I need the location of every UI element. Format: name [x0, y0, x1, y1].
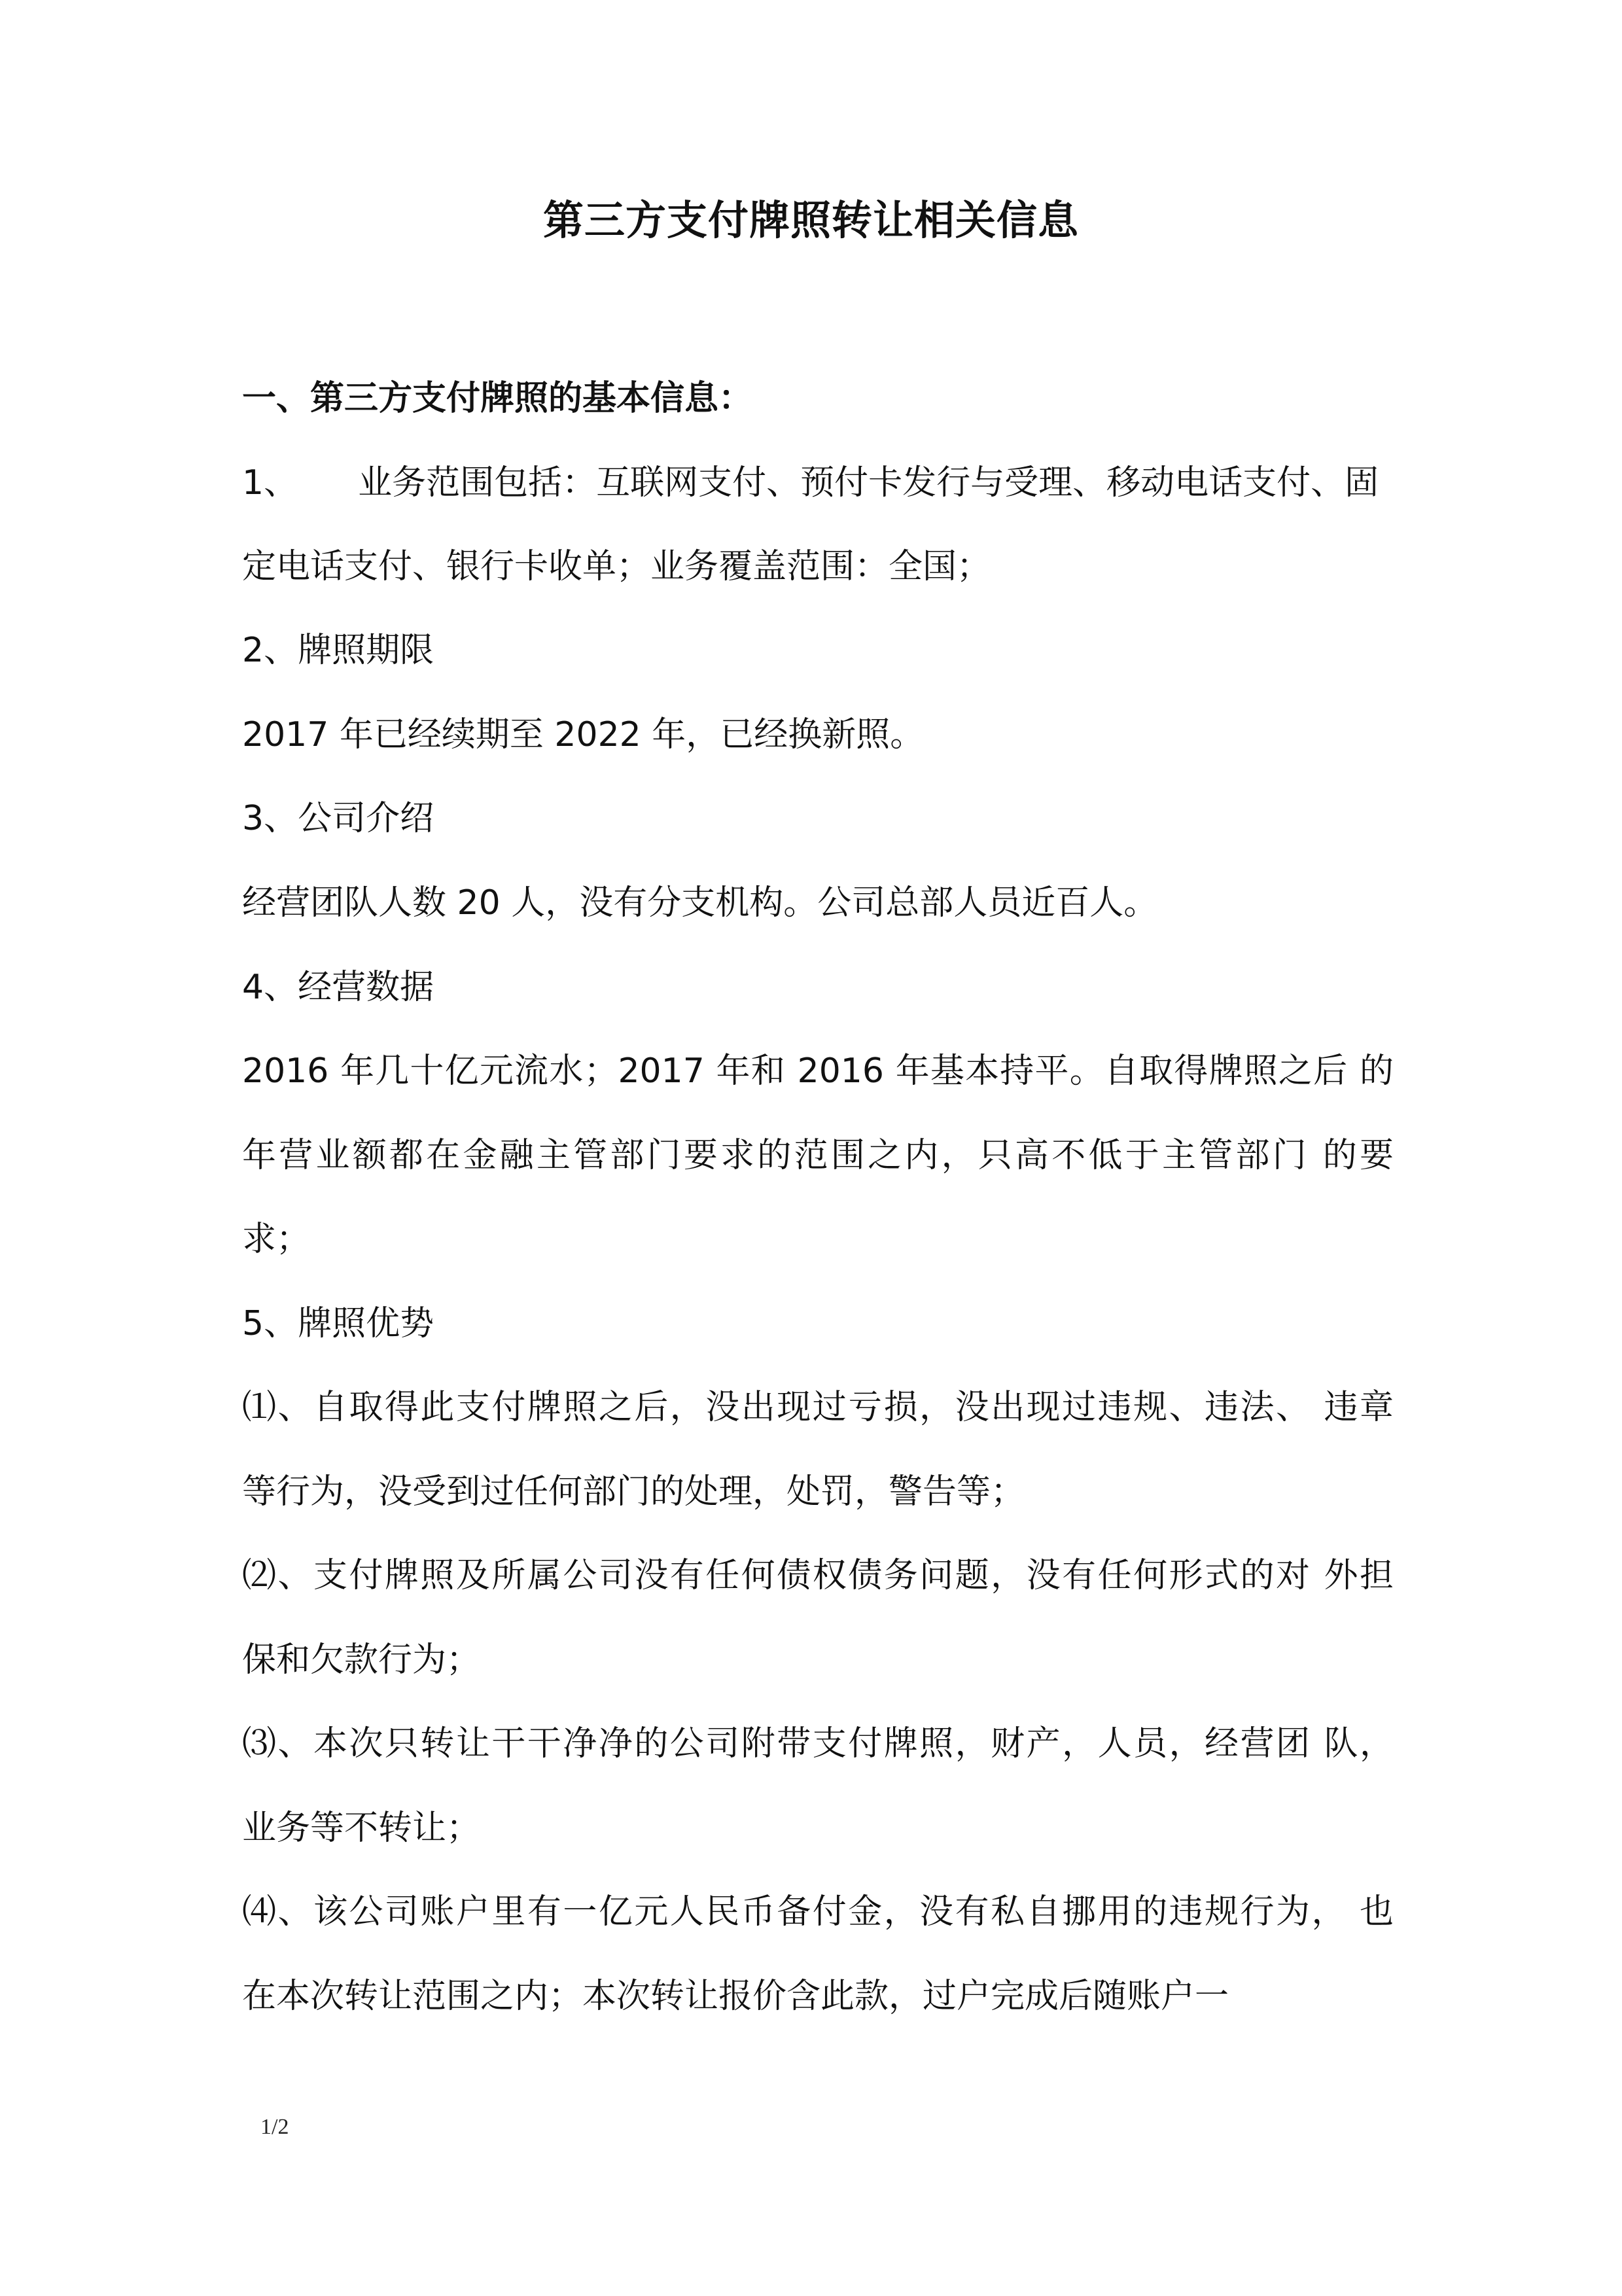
list-item-1-line-1: [242, 463, 1394, 503]
advantage-4-line-2: 在本次转让范围之内；本次转让报价含此款，过户完成后随账户一: [242, 1977, 1229, 2016]
section-heading: 一、第三方支付牌照的基本信息：: [242, 379, 753, 418]
paragraph-operating-data-line-3: 求；: [242, 1220, 311, 1259]
subheading-license-advantages: 5、牌照优势: [242, 1304, 434, 1343]
paragraph-company-intro: 经营团队人数 20 人，没有分支机构。公司总部人员近百人。: [242, 883, 1158, 923]
advantage-2-line-1: ⑵、支付牌照及所属公司没有任何债权债务问题，没有任何形式的对 外担: [242, 1556, 1394, 1595]
subheading-company-intro: 3、公司介绍: [242, 799, 434, 838]
paragraph-license-term: 2017 年已经续期至 2022 年，已经换新照。: [242, 715, 925, 754]
advantage-2-line-2: 保和欠款行为；: [242, 1640, 481, 1680]
document-title: 第三方支付牌照转让相关信息: [542, 196, 1079, 244]
list-item-text: 业务范围包括：互联网支付、预付卡发行与受理、移动电话支付、固: [358, 463, 1379, 503]
advantage-1-line-1: ⑴、自取得此支付牌照之后，没出现过亏损，没出现过违规、违法、 违章: [242, 1388, 1394, 1427]
advantage-4-line-1: ⑷、该公司账户里有一亿元人民币备付金，没有私自挪用的违规行为， 也: [242, 1892, 1394, 1932]
advantage-3-line-2: 业务等不转让；: [242, 1809, 481, 1848]
paragraph-operating-data-line-2: 年营业额都在金融主管部门要求的范围之内，只高不低于主管部门 的要: [242, 1136, 1394, 1175]
subheading-license-term: 2、牌照期限: [242, 631, 434, 670]
list-item-1-line-2: 定电话支付、银行卡收单；业务覆盖范围：全国；: [242, 547, 991, 586]
paragraph-operating-data-line-1: 2016 年几十亿元流水；2017 年和 2016 年基本持平。自取得牌照之后 的: [242, 1051, 1394, 1091]
subheading-operating-data: 4、经营数据: [242, 968, 434, 1007]
advantage-1-line-2: 等行为，没受到过任何部门的处理，处罚，警告等；: [242, 1472, 1025, 1511]
list-item-number: 1、: [242, 463, 298, 503]
advantage-3-line-1: ⑶、本次只转让干干净净的公司附带支付牌照，财产，人员，经营团 队，: [242, 1724, 1394, 1763]
page-number: 1/2: [260, 2115, 289, 2139]
